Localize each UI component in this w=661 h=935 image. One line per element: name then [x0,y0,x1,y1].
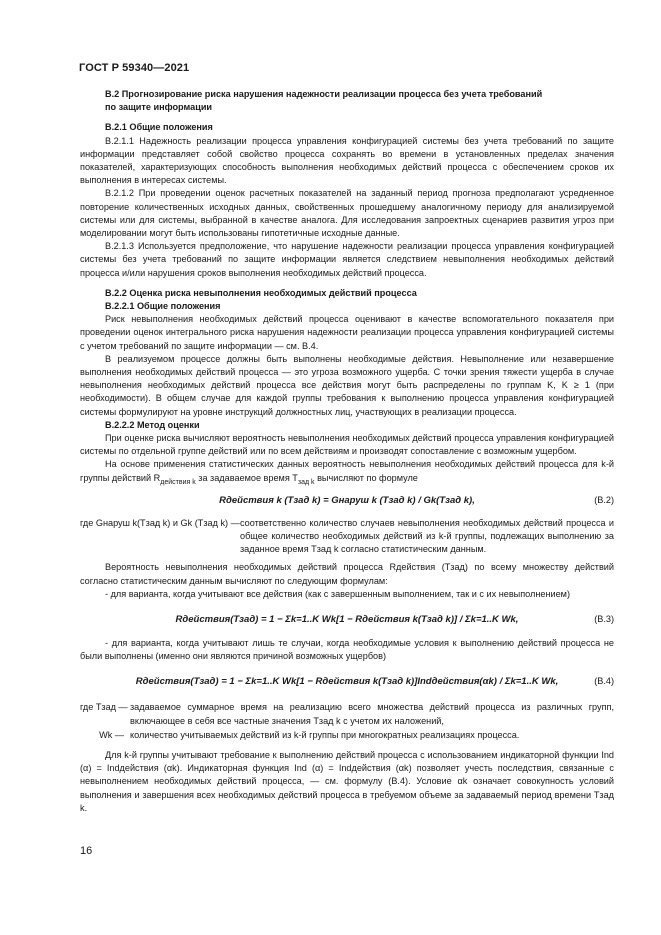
formula-b3-number: (В.3) [594,613,614,624]
paragraph-b222-2: На основе применения статистических данных вероятность невыполнения необходимых действий процесса для k-й группы действий $R_{действия k}$ за задаваемое время $T_{зад k}$ вычисляют по формуле [80,459,614,486]
subsection-b222-title: В.2.2.2 Метод оценки [105,419,200,430]
subsection-b221-title: В.2.2.1 Общие положения [105,301,221,312]
legend-w-symbol: Wk — [99,729,124,740]
legend-t-symbol: где Tзад — [80,702,128,713]
formula-b4-legend-t [80,701,614,727]
subsection-b22-title: В.2.2 Оценка риска невыполнения необходимых действий процесса [105,287,417,298]
formula-b4-number: (В.4) [594,676,614,687]
paragraph-b213: В.2.1.3 Используется предположение, что нарушение надежности реализации процесса управления конфигурацией системы без учета требований по защите информации является следствием невыполнения необходимых действий процесса и/или нарушения сроков выполнения необходимых действий процесса. [80,241,614,278]
formula-b3-expression: Rдействия(Tзад) = 1 − Σk=1..K Wk[1 − Rдействия k(Tзад k)] / Σk=1..K Wk, [175,613,519,625]
formula-b4 [80,663,614,699]
paragraph-final: Для k-й группы учитывают требование к выполнению действий процесса с использованием индикаторной функции Ind (α) = Indдействия (αk). Индикаторная функция Ind (α) = Indдействия (αk) позволяет учесть последствия, связанные с невыполнением необходимых действий процесса, — см. формулу (В.4). Условие αk означает совокупность условий выполнения и завершения всех необходимых действий процесса в требуемом объеме за задаваемый период времени Tзад k. [80,749,614,813]
legend-w-text: количество учитываемых действий из k-й группы при многократных реализациях процесса. [130,729,520,740]
formula-b2-legend-text: соответственно количество случаев невыполнения необходимых действий процесса и общее количество необходимых действий из k-й группы, подлежащих выполнению за заданное время Tзад k согласно статистическим данным. [240,517,614,555]
subsection-b21-title: В.2.1 Общие положения [105,122,213,133]
paragraph-b222-1: При оценке риска вычисляют вероятность невыполнения необходимых действий процесса управления конфигурацией системы по отдельной группе действий или по всем действиям и производят сопоставление с возможным ущербом. [80,433,614,457]
legend-t-text: задаваемое суммарное время на реализацию всего множества действий процесса из различных групп, включающее в себя все частные значения Tзад k с учетом их наложений, [130,702,614,726]
paragraph-variant-2: - для варианта, когда учитывают лишь те случаи, когда необходимые условия к выполнению действий процесса не были выполнены (именно они являются причиной возможных ущербов) [80,637,614,662]
formula-b3 [80,601,614,637]
formula-b2-number: (В.2) [594,494,614,505]
section-b2-title-cont: по защите информации [105,102,213,113]
paragraph-variant-1: - для варианта, когда учитывают все действия (как с завершенным выполнением, так и с их невыполнением) [105,588,570,599]
formula-b2-expression: Rдействия k (Tзад k) = Gнаруш k (Tзад k) / Gk(Tзад k), [219,494,475,506]
formula-b2-legend [80,517,614,557]
paragraph-b212: В.2.1.2 При проведении оценок расчетных показателей на заданный период прогноза предполагают усредненное повторение количественных исходных данных, свойственных прошедшему аналогичному периоду для анализируемой системы или для системы, выбранной в качестве аналога. Для исследования запроектных сценариев развития угроз при моделировании могут быть использованы гипотетичные исходные данные. [80,188,614,239]
document-body [80,88,614,815]
paragraph-probability: Вероятность невыполнения необходимых действий процесса Rдействия (Tзад) по всему множеству действий согласно статистическим данным вычисляют по следующим формулам: [80,562,614,586]
formula-b2-legend-symbols: где Gнаруш k(Tзад k) и Gk (Tзад k) — [80,517,240,528]
formula-b2 [80,489,614,513]
paragraph-b211: В.2.1.1 Надежность реализации процесса управления конфигурацией системы без учета требований по защите информации представляет собой свойство процесса сохранять во времени в установленных пределах значения показателей, характеризующих способность выполнения необходимых действий процесса с обеспечением сроков их выполнения в интересах системы. [80,135,614,186]
formula-b4-expression: Rдействия(Tзад) = 1 − Σk=1..K Wk[1 − Rдействия k(Tзад k)]Indдействия(αk) / Σk=1..K Wk, [135,676,559,688]
page-number: 16 [80,845,93,857]
paragraph-b221-2: В реализуемом процессе должны быть выполнены необходимые действия. Невыполнение или незавершение выполнения необходимых действий процесса — это угроза возможного ущерба. С точки зрения тяжести ущерба в случае невыполнения необходимых действий процесса все действия могут быть распределены по группам K, K ≥ 1 (при необходимости). В общем случае для каждой группы требования к выполнению процесса управления конфигурацией системы формулируют на уровне инструкций должностных лиц, участвующих в реализации процесса. [80,353,614,417]
section-b2-title: В.2 Прогнозирование риска нарушения надежности реализации процесса без учета требований [105,89,543,99]
document-header: ГОСТ Р 59340—2021 [79,62,190,74]
formula-b4-legend-w [80,729,614,742]
paragraph-b221-1: Риск невыполнения необходимых действий процесса оценивают в качестве вспомогательного показателя при проведении оценок интегрального риска нарушения надежности реализации процесса управления конфигурацией системы с учетом требований по защите информации — см. В.4. [80,314,614,351]
